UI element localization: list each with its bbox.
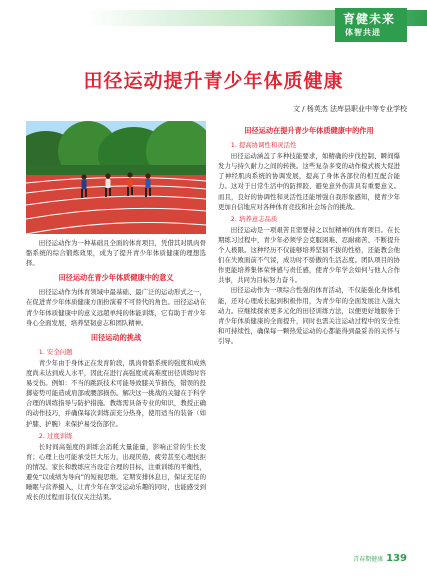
page-number: 139 bbox=[386, 553, 407, 564]
brand-title: 育健未来 bbox=[343, 12, 396, 26]
section-role-title: 田径运动在提升青少年体质健康中的作用 bbox=[244, 126, 374, 135]
article-author: 文 / 杨英杰 法库县职业中等专业学校 bbox=[292, 105, 407, 113]
magazine-name: 青春期健康 bbox=[353, 556, 384, 563]
subsection-text: 长时间高强度的训练会消耗大量能量，影响正常的生长发育；心理上也可能承受巨大压力，出现厌倦、疲劳甚至心理抗拒的情况。家长和教练应当设定合理的目标，注重训练的平衡性，避免“以成绩为导向”的短视思维。定期安排休息日，保证充足的睡眠与营养摄入，让青少年在享受运动乐趣的同时，也能感受到成长的过程而非仅仅关注结果。 bbox=[26, 442, 206, 502]
running-track-photo bbox=[26, 121, 206, 234]
subsection-text: 青少年由于身体正在发育阶段，肌肉骨骼系统的强度和成熟度尚未达到成人水平，因此在进行高强度或高难度田径训练时容易受伤。例如：不当的跳跃技术可能导致膝关节损伤，错误的投掷姿势可能造成肩部或腰部损伤。解决这一挑战的关键在于科学合理的训练指导与防护措施。教练需具备专业的知识，教授正确的动作技巧，并确保每次训练前充分热身，使用适当的装备（如护膝、护腕）来保护易受伤部位。 bbox=[26, 358, 206, 428]
subsection-text: 田径运动是一项艰苦且需要持之以恒精神的体育项目。在长期练习过程中，青少年必须学会克服困难、忍耐痛苦、不断提升个人极限。这种经历不仅能够培养坚韧不拔的性格，还能教会他们在失败面前不气馁，成功时不骄傲的生活态度。团队项目的协作更能培养集体荣誉感与责任感，使青少年学会如何与他人合作共事，共同为目标努力奋斗。 bbox=[218, 225, 400, 285]
conclusion-paragraph: 田径运动作为一项综合性强的体育活动，不仅能强化身体机能，还对心理成长起到积极作用，为青少年的全面发展注入强大动力。应继续探索更多元化的田径训练方法，以便更好地服务于青少年体质健康的全面提升，同时也需关注运动过程中的安全性和可持续性，确保每一颗热爱运动的心都能得到最妥善的关怀与引导。 bbox=[218, 286, 400, 345]
intro-paragraph: 田径运动作为一种基础且全面的体育项目，凭借其对肌肉骨骼系统的综合锻炼效果，成为了提升青少年体质健康的理想选择。 bbox=[26, 239, 206, 268]
section-significance-text: 田径运动作为体育领域中最基础、最广泛的运动形式之一，在促进青少年体质健康方面扮演着不可替代的角色。田径运动在青少年体质健康中的意义远超单纯的体能训练，它有助于青少年身心全面发展，培养坚韧意志和团队精神。 bbox=[26, 288, 206, 327]
column-subtitle: 体智共进 bbox=[345, 28, 381, 37]
section-challenges-title: 田径运动的挑战 bbox=[90, 332, 142, 342]
left-column bbox=[26, 238, 206, 502]
subsection-heading: 2. 培养意志品质 bbox=[230, 214, 278, 223]
section-significance-title: 田径运动在青少年体质健康中的意义 bbox=[58, 273, 174, 283]
subsection-heading: 2. 过度训练 bbox=[38, 431, 73, 440]
right-column bbox=[218, 121, 400, 346]
page-footer bbox=[353, 553, 407, 564]
subsection-heading: 1. 提高协调性和灵活性 bbox=[230, 141, 297, 150]
column-badge bbox=[335, 8, 407, 42]
subsection-text: 田径运动涵盖了多种技能要求，如精确的步伐控制、瞬间爆发力与持久耐力之间的转换。这些复杂多变的动作模式极大促进了神经肌肉系统的协调发展，提高了身体各部位的相互配合能力。这对于日常生活中的防摔跤、避免意外伤害具有重要意义。而且，良好的协调性和灵活性还能增强自我形象感知，使青少年更加自信地应对各种体育竞技和社会场合的挑战。 bbox=[218, 152, 400, 211]
photo-illustration bbox=[26, 121, 206, 234]
subsection-heading: 1. 安全问题 bbox=[38, 347, 73, 356]
article-title: 田径运动提升青少年体质健康 bbox=[83, 70, 344, 92]
